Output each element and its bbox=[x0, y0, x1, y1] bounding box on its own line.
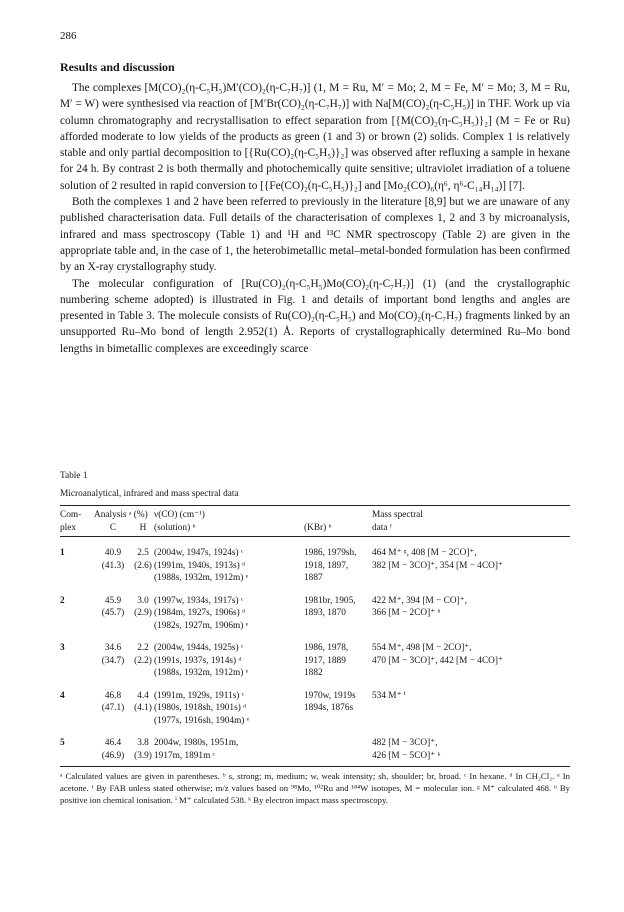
cell-mass bbox=[372, 620, 570, 633]
cell-solution: (2004w, 1947s, 1924s) ᶜ bbox=[154, 548, 244, 558]
table-row bbox=[60, 632, 570, 655]
table-header-row bbox=[60, 522, 570, 537]
cell-solution: (1977s, 1916sh, 1904m) ᵉ bbox=[154, 715, 250, 726]
cell-mass: 470 [M − 3CO]⁺, 442 [M − 4CO]⁺ bbox=[372, 655, 503, 666]
cell-h: 2.5 bbox=[137, 548, 149, 558]
table-1 bbox=[60, 470, 570, 806]
cell-h: 3.8 bbox=[137, 738, 149, 748]
cell-c: (41.3) bbox=[101, 560, 125, 571]
cell-c: 46.8 bbox=[104, 690, 122, 701]
section-heading: Results and discussion bbox=[60, 60, 175, 74]
cell-solution: (2004w, 1944s, 1925s) ᶜ bbox=[154, 643, 244, 653]
paragraph-1: The complexes [M(CO)₂(η-C₅H₅)M′(CO)₂(η-C₇H₇)] (1, M = Ru, M′ = Mo; 2, M = Fe, M′ = Mo; 3, M = Ru, M′ = W) were synthesised via reaction of [M′Br(CO)₂(η-C₇H₇)] with Na[M(CO)₂(η-C₅H₅)] in THF. Work up via column chromatography and recrystallisation to effect separation from [{M(CO)₂(η-C₅H₅)}₂] (M = Fe or Ru) afforded moderate to low yields of the products as green (1 and 3) or brown (2) solids. Complex 1 is relatively stable and only partial decomposition to [{Ru(CO)₂(η-C₅H₅)}₂] was observed after refluxing a sample in hexane for 24 h. By contrast 2 is both thermally and photochemically quite sensitive; ultraviolet irradiation of a toluene solution of 2 resulted in rapid conversion to [{Fe(CO)₂(η-C₅H₅)}₂] and [Mo₂(CO)₆(η⁶, η⁶-C₁₄H₁₄)] [7]. bbox=[60, 82, 570, 192]
cell-h: (2.9) bbox=[134, 608, 152, 618]
table-row bbox=[60, 620, 570, 633]
cell-c: (34.7) bbox=[101, 655, 125, 666]
cell-h bbox=[132, 620, 154, 633]
complex-number: 5 bbox=[60, 738, 65, 748]
cell-mass: 482 [M − 3CO]⁺, bbox=[372, 738, 438, 748]
table-row bbox=[60, 667, 570, 680]
table-row bbox=[60, 607, 570, 620]
complex-number: 4 bbox=[60, 690, 65, 701]
data-table bbox=[60, 506, 570, 762]
table-title: Microanalytical, infrared and mass spectral data bbox=[60, 488, 239, 499]
cell-h: 4.4 bbox=[137, 690, 149, 701]
complex-number bbox=[60, 607, 94, 620]
col-header-kbr: (KBr) ᵇ bbox=[304, 522, 332, 533]
cell-kbr bbox=[304, 750, 372, 763]
cell-c bbox=[94, 715, 132, 728]
complex-number bbox=[60, 702, 94, 715]
complex-number bbox=[60, 667, 94, 680]
complex-number: 2 bbox=[60, 595, 65, 606]
col-header-mass-2: data ᶠ bbox=[372, 522, 392, 533]
complex-number bbox=[60, 715, 94, 728]
cell-solution: (1980s, 1918sh, 1901s) ᵈ bbox=[154, 703, 247, 713]
table-row bbox=[60, 702, 570, 715]
col-header-solution: (solution) ᵇ bbox=[154, 522, 196, 533]
cell-h: (4.1) bbox=[134, 703, 152, 713]
cell-solution: 2004w, 1980s, 1951m, bbox=[154, 738, 239, 748]
complex-number bbox=[60, 620, 94, 633]
cell-kbr bbox=[304, 620, 372, 633]
table-row bbox=[60, 585, 570, 608]
cell-mass bbox=[372, 667, 570, 680]
cell-mass: 554 M⁺, 498 [M − 2CO]⁺, bbox=[372, 643, 472, 653]
col-header-mass-1: Mass spectral bbox=[372, 510, 423, 520]
cell-solution: (1988s, 1932m, 1912m) ᵉ bbox=[154, 573, 249, 583]
cell-c: (45.7) bbox=[101, 608, 125, 618]
cell-kbr: 1981br, 1905, bbox=[304, 595, 356, 606]
col-header-c: C bbox=[109, 522, 117, 533]
col-header-h: H bbox=[139, 522, 147, 533]
cell-kbr: 1887 bbox=[304, 573, 323, 583]
col-header-complex-2: plex bbox=[60, 522, 77, 533]
cell-kbr bbox=[304, 727, 372, 750]
col-header-ir: ν(CO) (cm⁻¹) bbox=[154, 510, 205, 520]
cell-kbr: 1893, 1870 bbox=[304, 608, 346, 618]
cell-mass: 422 M⁺, 394 [M − CO]⁺, bbox=[372, 595, 467, 606]
cell-c: (47.1) bbox=[101, 703, 125, 713]
complex-number bbox=[60, 655, 94, 668]
cell-mass: 382 [M − 3CO]⁺, 354 [M − 4CO]⁺ bbox=[372, 560, 503, 571]
cell-mass bbox=[372, 702, 570, 715]
cell-kbr: 1986, 1978, bbox=[304, 643, 349, 653]
page-number: 286 bbox=[60, 30, 77, 42]
cell-solution: (1982s, 1927m, 1906m) ᵉ bbox=[154, 620, 249, 631]
cell-h: (2.6) bbox=[134, 560, 152, 571]
cell-mass: 534 M⁺ ⁱ bbox=[372, 690, 406, 701]
complex-number: 1 bbox=[60, 548, 65, 558]
table-header-row bbox=[60, 506, 570, 522]
cell-solution: (1988s, 1932m, 1912m) ᵉ bbox=[154, 668, 249, 678]
complex-number: 3 bbox=[60, 643, 65, 653]
table-row bbox=[60, 537, 570, 560]
cell-h: 3.0 bbox=[137, 595, 149, 606]
cell-c: (46.9) bbox=[101, 750, 125, 761]
cell-h: 2.2 bbox=[137, 643, 149, 653]
complex-number bbox=[60, 750, 94, 763]
cell-solution: 1917m, 1891m ᶜ bbox=[154, 750, 216, 761]
cell-c bbox=[94, 572, 132, 585]
cell-solution: (1997w, 1934s, 1917s) ᶜ bbox=[154, 595, 244, 606]
cell-solution: (1991m, 1940s, 1913s) ᵈ bbox=[154, 560, 245, 571]
table-row bbox=[60, 680, 570, 703]
table-row bbox=[60, 655, 570, 668]
cell-mass bbox=[372, 715, 570, 728]
cell-c: 45.9 bbox=[104, 595, 122, 606]
cell-mass: 426 [M − 5CO]⁺ ᵏ bbox=[372, 750, 441, 761]
table-row bbox=[60, 572, 570, 585]
complex-number bbox=[60, 572, 94, 585]
cell-h bbox=[132, 667, 154, 680]
cell-h bbox=[132, 572, 154, 585]
complex-number bbox=[60, 560, 94, 573]
cell-c: 46.4 bbox=[104, 738, 122, 748]
cell-kbr: 1970w, 1919s bbox=[304, 690, 356, 701]
cell-h: (2.2) bbox=[134, 655, 152, 666]
cell-c: 40.9 bbox=[104, 548, 122, 558]
table-header bbox=[60, 506, 570, 537]
body-text bbox=[60, 80, 570, 357]
cell-kbr: 1882 bbox=[304, 668, 323, 678]
cell-c bbox=[94, 620, 132, 633]
cell-solution: (1991s, 1937s, 1914s) ᵈ bbox=[154, 655, 242, 666]
cell-solution: (1984m, 1927s, 1906s) ᵈ bbox=[154, 608, 245, 618]
table-row bbox=[60, 750, 570, 763]
table-footnotes: ᵃ Calculated values are given in parentheses. ᵇ s, strong; m, medium; w, weak intensity; sh, shoulder; br, broad. ᶜ In hexane. ᵈ In CH₂Cl₂. ᵉ In acetone. ᶠ By FAB unless stated otherwise; m/z values based on ⁹⁸Mo, ¹⁰²Ru and ¹⁸⁴W isotopes, M = molecular ion. ᵍ M⁺ calculated 468. ʰ By positive ion chemical ionisation. ⁱ M⁺ calculated 538. ᵏ By electron impact mass spectroscopy. bbox=[60, 766, 570, 806]
cell-kbr: 1918, 1897, bbox=[304, 560, 349, 571]
cell-h: (3.9) bbox=[134, 750, 152, 761]
table-row bbox=[60, 715, 570, 728]
table-row bbox=[60, 560, 570, 573]
cell-c: 34.6 bbox=[104, 643, 122, 653]
col-header-analysis: Analysis ᵃ (%) bbox=[94, 510, 148, 520]
table-row bbox=[60, 727, 570, 750]
cell-mass bbox=[372, 572, 570, 585]
table-label: Table 1 bbox=[60, 471, 88, 481]
cell-mass: 464 M⁺ ᵍ, 408 [M − 2CO]⁺, bbox=[372, 548, 477, 558]
col-header-complex-1: Com- bbox=[60, 510, 82, 520]
cell-kbr: 1894s, 1876s bbox=[304, 703, 354, 713]
cell-kbr: 1917, 1889 bbox=[304, 655, 346, 666]
paragraph-3: The molecular configuration of [Ru(CO)₂(η-C₅H₅)Mo(CO)₂(η-C₇H₇)] (1) (and the crystallographic numbering scheme adopted) is illustrated in Fig. 1 and details of important bond lengths and angles are presented in Table 3. The molecule consists of Ru(CO)₂(η-C₅H₅) and Mo(CO)₂(η-C₇H₇) fragments linked by an unsupported Ru–Mo bond of length 2.952(1) Å. Reports of crystallographically determined Ru–Mo bond lengths in bimetallic complexes are exceedingly scarce bbox=[60, 277, 570, 355]
cell-h bbox=[132, 715, 154, 728]
cell-solution: (1991m, 1929s, 1911s) ᶜ bbox=[154, 690, 245, 701]
cell-c bbox=[94, 667, 132, 680]
cell-kbr bbox=[304, 715, 372, 728]
table-body bbox=[60, 537, 570, 763]
cell-mass: 366 [M − 2CO]⁺ ʰ bbox=[372, 608, 441, 618]
cell-kbr: 1986, 1979sh, bbox=[304, 548, 357, 558]
paragraph-2: Both the complexes 1 and 2 have been referred to previously in the literature [8,9] but we are unaware of any published characterisation data. Full details of the characterisation of complexes 1, 2 and 3 by microanalysis, infrared and mass spectroscopy (Table 1) and ¹H and ¹³C NMR spectroscopy (Table 2) are given in the appropriate table and, in the case of 1, the heterobimetallic metal–metal-bonded formulation has been confirmed by an X-ray crystallography study. bbox=[60, 196, 570, 274]
